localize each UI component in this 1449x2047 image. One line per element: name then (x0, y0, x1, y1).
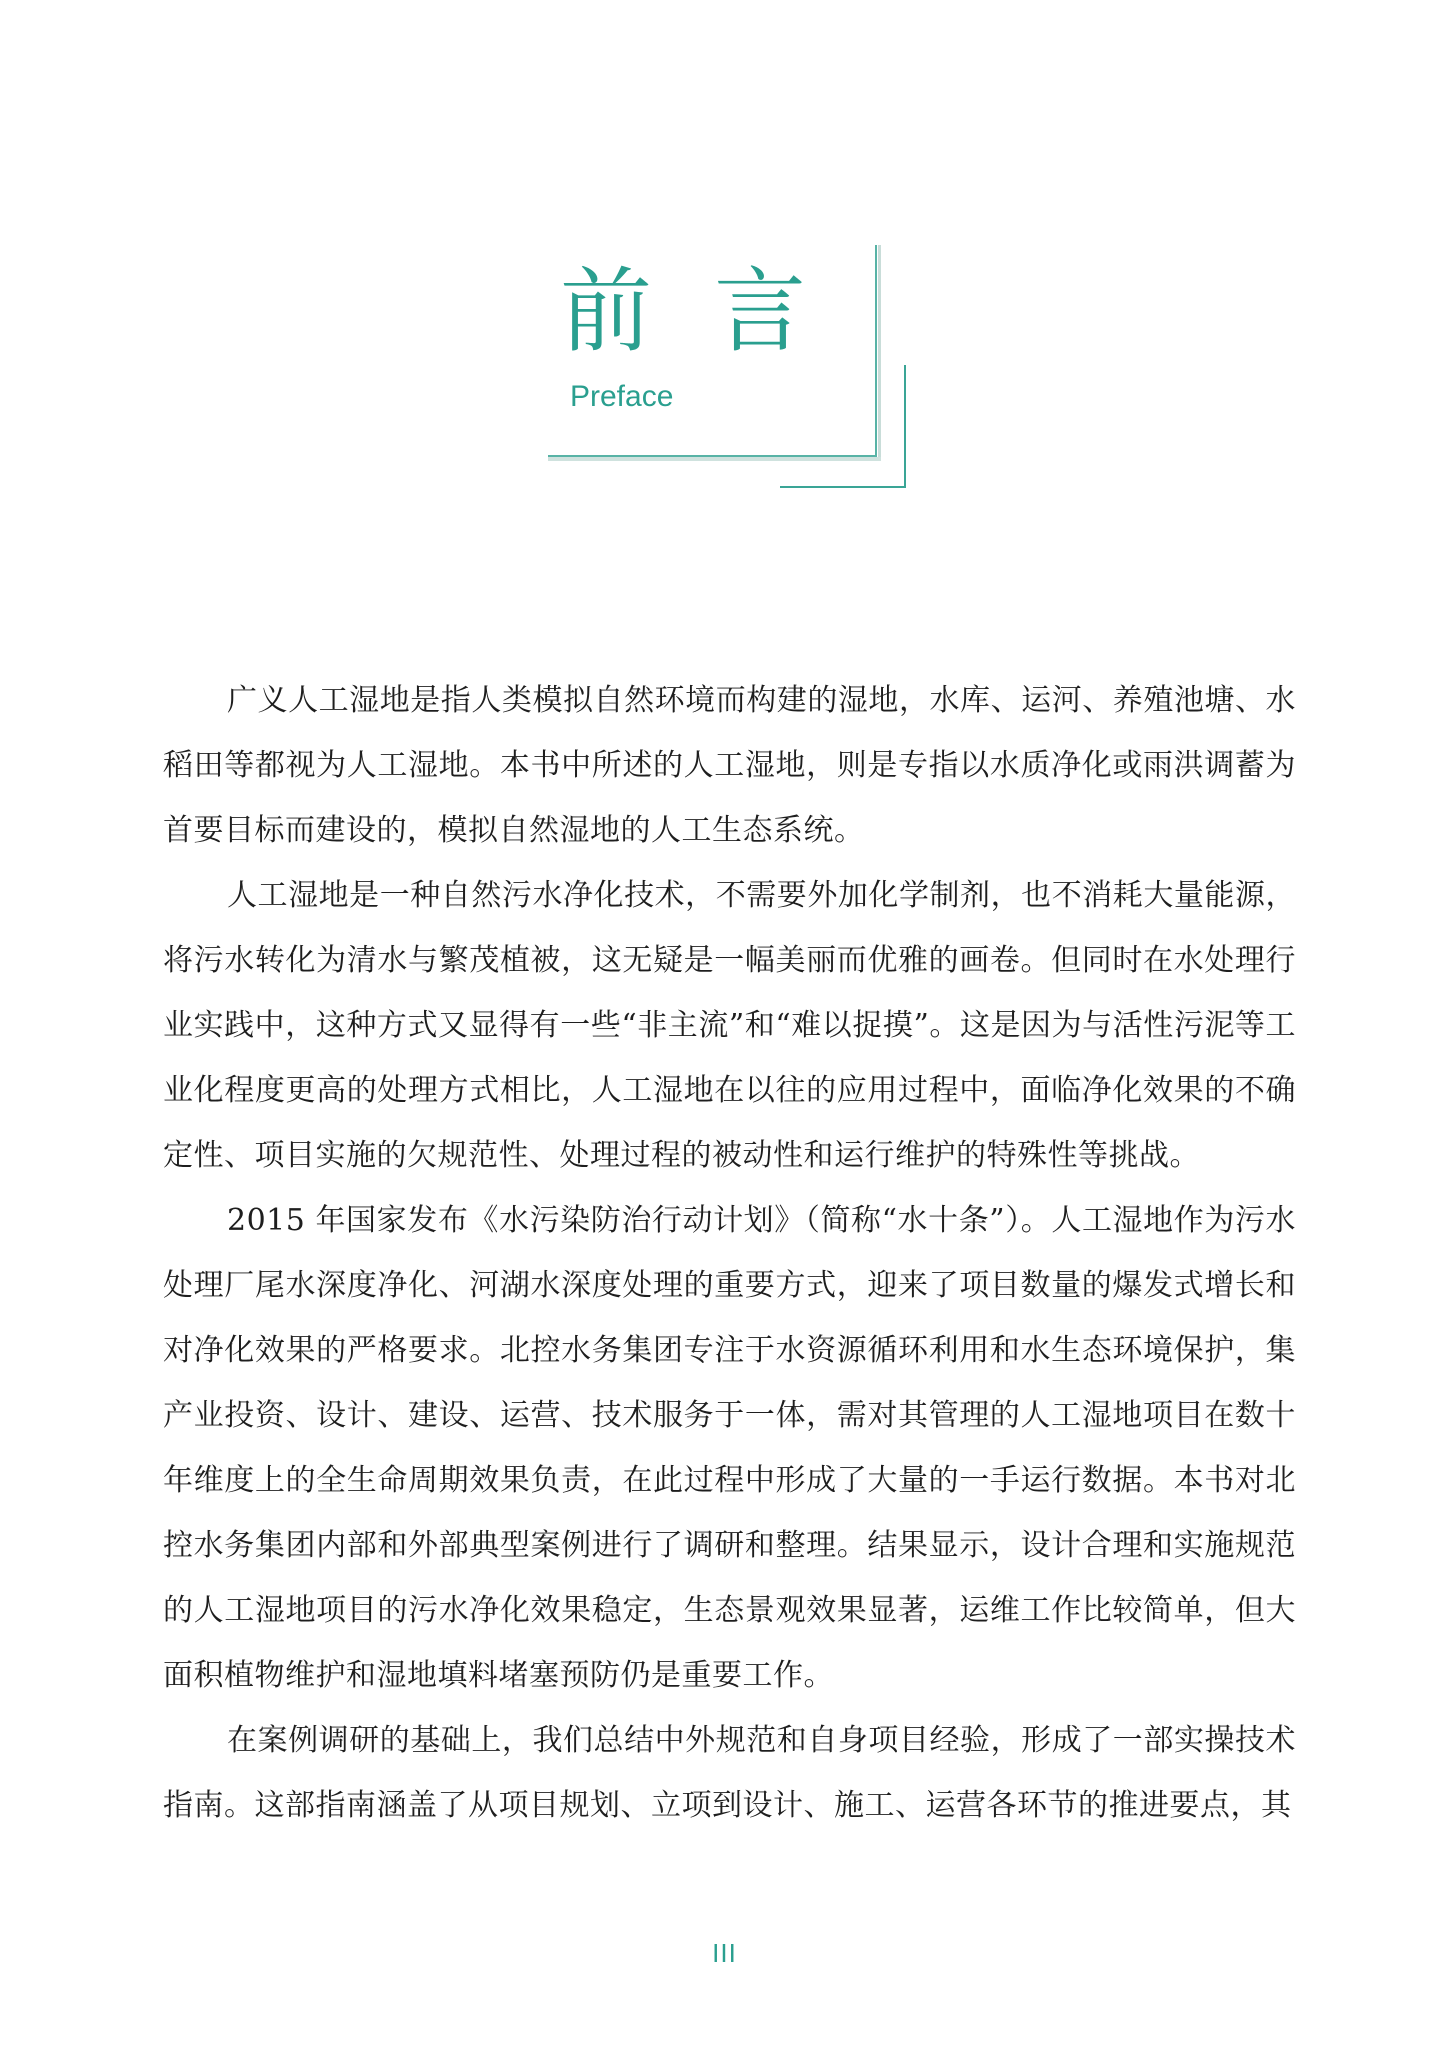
page-title: 前言 (560, 258, 869, 365)
frame-inner-horizontal (548, 455, 877, 457)
frame-outer-vertical (904, 365, 906, 488)
frame-shadow-vertical (878, 245, 881, 460)
frame-shadow-horizontal (548, 457, 881, 461)
paragraph-1: 广义人工湿地是指人类模拟自然环境而构建的湿地，水库、运河、养殖池塘、水稻田等都视为人工湿地。本书中所述的人工湿地，则是专指以水质净化或雨洪调蓄为首要目标而建设的，模拟自然湿地的人工生态系统。 (163, 683, 1296, 848)
frame-inner-vertical (875, 245, 877, 457)
frame-outer-horizontal (780, 486, 906, 488)
preface-body (163, 668, 1296, 1838)
paragraph-4: 在案例调研的基础上，我们总结中外规范和自身项目经验，形成了一部实操技术指南。这部指南涵盖了从项目规划、立项到设计、施工、运营各环节的推进要点，其 (163, 1723, 1296, 1823)
page-subtitle: Preface (570, 380, 674, 413)
page-number: III (712, 1938, 737, 1968)
paragraph-3: 2015 年国家发布《水污染防治行动计划》（简称“水十条”）。人工湿地作为污水处理厂尾水深度净化、河湖水深度处理的重要方式，迎来了项目数量的爆发式增长和对净化效果的严格要求。北控水务集团专注于水资源循环利用和水生态环境保护，集产业投资、设计、建设、运营、技术服务于一体，需对其管理的人工湿地项目在数十年维度上的全生命周期效果负责，在此过程中形成了大量的一手运行数据。本书对北控水务集团内部和外部典型案例进行了调研和整理。结果显示，设计合理和实施规范的人工湿地项目的污水净化效果稳定，生态景观效果显著，运维工作比较简单，但大面积植物维护和湿地填料堵塞预防仍是重要工作。 (163, 1203, 1296, 1693)
paragraph-2: 人工湿地是一种自然污水净化技术，不需要外加化学制剂，也不消耗大量能源，将污水转化为清水与繁茂植被，这无疑是一幅美丽而优雅的画卷。但同时在水处理行业实践中，这种方式又显得有一些“非主流”和“难以捉摸”。这是因为与活性污泥等工业化程度更高的处理方式相比，人工湿地在以往的应用过程中，面临净化效果的不确定性、项目实施的欠规范性、处理过程的被动性和运行维护的特殊性等挑战。 (163, 878, 1296, 1173)
